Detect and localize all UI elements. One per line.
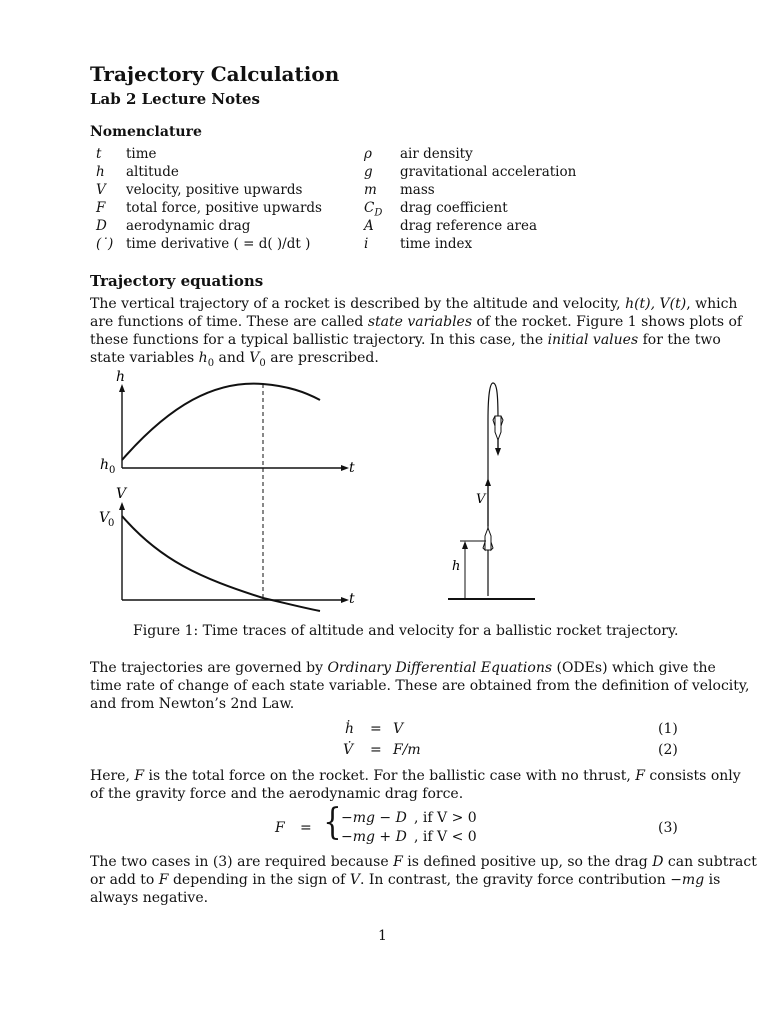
- nomenclature-desc: total force, positive upwards: [126, 200, 322, 216]
- nomenclature-symbol: A: [364, 218, 374, 234]
- time-axis-label: t: [349, 460, 355, 476]
- altitude-axis-label: h: [116, 369, 126, 385]
- equation-number: (2): [658, 742, 678, 758]
- nomenclature-desc: air density: [400, 146, 473, 162]
- ascending-rocket-icon: [483, 528, 493, 550]
- nomenclature-symbol: g: [364, 164, 373, 180]
- nomenclature-symbol: t: [96, 146, 102, 162]
- document-subtitle: Lab 2 Lecture Notes: [90, 90, 260, 108]
- nomenclature-symbol: F: [96, 200, 106, 216]
- page-number: 1: [378, 928, 387, 944]
- rocket-velocity-label: V: [476, 492, 486, 507]
- nomenclature-symbol: D: [96, 218, 107, 234]
- nomenclature-symbol: m: [364, 182, 377, 198]
- nomenclature-desc: drag reference area: [400, 218, 538, 234]
- equation-number: (3): [658, 820, 678, 836]
- nomenclature-desc: altitude: [126, 164, 179, 180]
- altitude-curve: [122, 384, 320, 460]
- paragraph-forces: Here, F is the total force on the rocket. For the ballistic case with no thrust, F consists only of the gravity force and the aerodynamic drag force.: [90, 768, 741, 802]
- figure-caption: Figure 1: Time traces of altitude and velocity for a ballistic rocket trajectory.: [133, 623, 679, 639]
- h0-label: h: [100, 457, 110, 473]
- paragraph-odes: The trajectories are governed by Ordinary Differential Equations (ODEs) which give the time rate of change of each state variable. These are obtained from the definition of velocity, and from Newton’s 2nd Law.: [90, 660, 750, 712]
- nomenclature-symbol: (˙): [96, 236, 114, 252]
- rocket-trajectory: [488, 383, 498, 596]
- nomenclature-symbol: $C_D$: [364, 200, 383, 219]
- time-axis-label-2: t: [349, 591, 355, 607]
- nomenclature-desc: mass: [400, 182, 435, 198]
- svg-text:0: 0: [108, 518, 115, 529]
- equation-number: (1): [658, 721, 678, 737]
- nomenclature-desc: velocity, positive upwards: [126, 182, 303, 198]
- nomenclature-symbol: i: [364, 236, 369, 252]
- svg-text:0: 0: [109, 465, 116, 476]
- nomenclature-symbol: V: [96, 182, 106, 198]
- nomenclature-symbol: h: [96, 164, 105, 180]
- nomenclature-desc: gravitational acceleration: [400, 164, 577, 180]
- paragraph-gravity: The two cases in (3) are required because F is defined positive up, so the drag D can subtract or add to F depending in the sign of V. In contrast, the gravity force contribution −mg is always negative.: [90, 854, 757, 906]
- nomenclature-desc: aerodynamic drag: [126, 218, 251, 234]
- nomenclature-heading: Nomenclature: [90, 124, 202, 140]
- velocity-curve: [122, 516, 320, 611]
- paragraph-intro: The vertical trajectory of a rocket is described by the altitude and velocity, h(t), V(t), which are functions of time. These are called state variables of the rocket. Figure 1 shows plots of these functions for a typical ballistic trajectory. In this case, the initial values for the two state variables $h_0$ and $V_0$ are prescribed.: [90, 296, 743, 369]
- velocity-axis-label: V: [116, 486, 127, 502]
- document-title: Trajectory Calculation: [90, 62, 340, 86]
- nomenclature-symbol: ρ: [364, 146, 372, 162]
- left-brace: {: [323, 802, 342, 843]
- nomenclature-desc: time: [126, 146, 157, 162]
- nomenclature-desc: time index: [400, 236, 473, 252]
- document-page: Trajectory Calculation Lab 2 Lecture Notes Nomenclature t time ρ air density h altitude g gravitational acceleration V velocity, positive upwards m mass F total force, positive upwards $C_D$ drag coefficient D aerodynamic drag A drag reference area (˙) time derivative ( = d( )/dt ) i time index Trajectory equations The vertical trajectory of a rocket is described by the altitude and velocity, h(t), V(t), which are functions of time. These are called state variables of the rocket. Figure 1 shows plots of these functions for a typical ballistic trajectory. In this case, the initial values for the two state variables $h_0$ and $V_0$ are prescribed. h h 0 t V V 0 t V h Figure 1: Time traces of altitude and velocity for a ballistic rocket trajectory. The trajectories are governed by Ordinary Differential Equations (ODEs) which give the time rate of change of each state variable. These are obtained from the definition of velocity, and from Newton’s 2nd Law. ḣ = V (1) V̇ = F/m (2) Here, F is the total force on the rocket. For the ballistic case with no thrust, F consists only of the gravity force and the aerodynamic drag force. F = { −mg − D , if V > 0 −mg + D , if V < 0 (3) The two cases in (3) are required because F is defined positive up, so the drag D can subtract or add to F depending in the sign of V. In contrast, the gravity force contribution −mg is always negative. 1: [0, 0, 768, 1024]
- v0-label: V: [99, 510, 110, 526]
- section-heading: Trajectory equations: [90, 272, 264, 290]
- descending-rocket-icon: [493, 416, 503, 440]
- nomenclature-desc: time derivative ( = d( )/dt ): [126, 236, 311, 252]
- rocket-altitude-label: h: [452, 559, 461, 574]
- nomenclature-desc: drag coefficient: [400, 200, 508, 216]
